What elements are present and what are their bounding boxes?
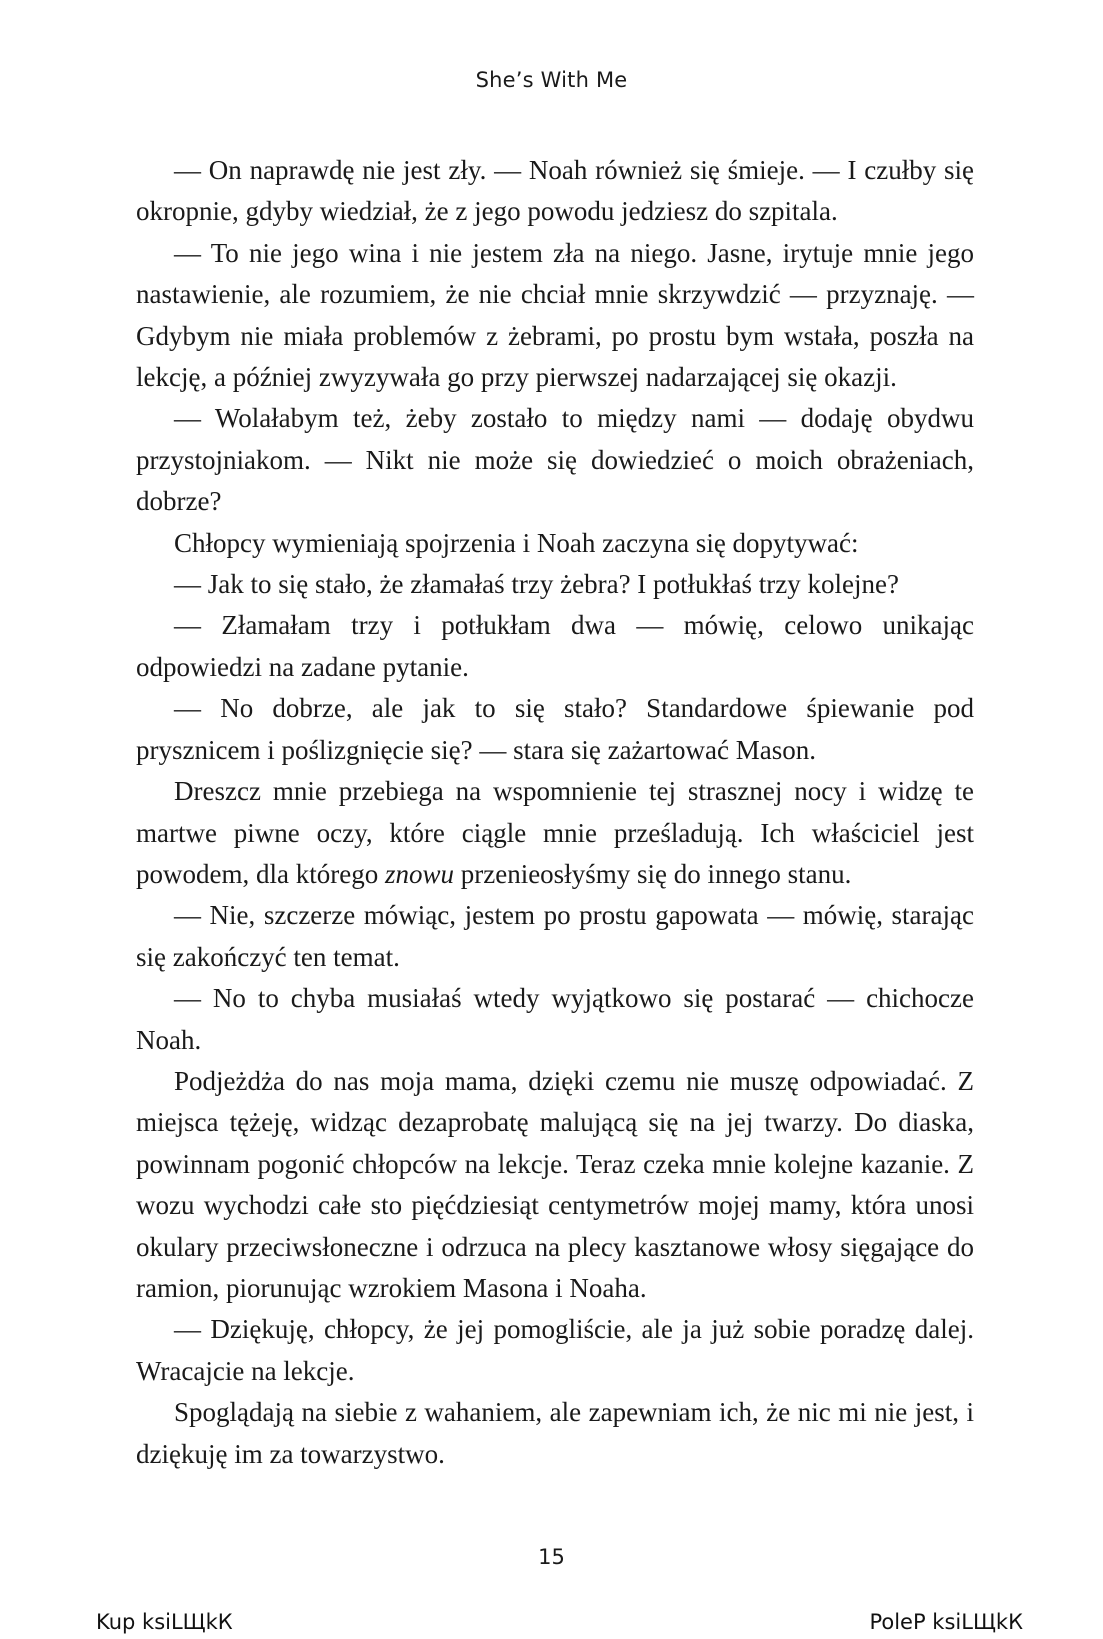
buy-book-link[interactable]: Kup ksiLЩkК (96, 1610, 233, 1634)
body-text (136, 150, 974, 1475)
paragraph: Podjeżdża do nas moja mama, dzięki czemu nie muszę odpowiadać. Z miejsca tężeję, widząc dezaprobatę malującą się na jej twarzy. Do diaska, powinnam pogonić chłopców na lekcje. Teraz czeka mnie kolejne kazanie. Z wozu wychodzi całe sto pięćdziesiąt centymetrów mojej mamy, która unosi okulary przeciwsłoneczne i odrzuca na plecy kasztanowe włosy sięgające do ramion, piorunując wzrokiem Masona i Noaha. (136, 1065, 974, 1303)
paragraph: — On naprawdę nie jest zły. — Noah również się śmieje. — I czułby się okropnie, gdyby wiedział, że z jego powodu jedziesz do szpitala. (136, 155, 974, 227)
paragraph: — Wolałabym też, żeby zostało to między nami — dodaję obydwu przystojniakom. — Nikt nie może się dowiedzieć o moich obrażeniach, dobrze? (136, 403, 974, 517)
paragraph: Chłopcy wymieniają spojrzenia i Noah zaczyna się dopytywać: (174, 527, 859, 558)
paragraph: — To nie jego wina i nie jestem zła na niego. Jasne, irytuje mnie jego nastawienie, ale rozumiem, że nie chciał mnie skrzywdzić — przyznaję. — Gdybym nie miała problemów z żebrami, po prostu bym wstała, poszła na lekcję, a później zwyzywała go przy pierwszej nadarzającej się okazji. (136, 237, 974, 393)
paragraph: — No to chyba musiałaś wtedy wyjątkowo się postarać — chichocze Noah. (136, 983, 974, 1055)
italic-word: znowu (384, 858, 454, 889)
recommend-book-link[interactable]: PoleР ksiLЩkК (869, 1610, 1023, 1634)
paragraph: — Nie, szczerze mówiąc, jestem po prostu gapowata — mówię, starając się zakończyć ten temat. (136, 900, 974, 972)
running-header: She’s With Me (475, 68, 628, 92)
paragraph: — Złamałam trzy i potłukłam dwa — mówię, celowo unikając odpowiedzi na zadane pytanie. (136, 610, 974, 682)
paragraph: — No dobrze, ale jak to się stało? Standardowe śpiewanie pod prysznicem i poślizgnięcie się? — stara się zażartować Mason. (136, 693, 974, 765)
paragraph-text: Dreszcz mnie przebiega na wspomnienie tej strasznej nocy i widzę te martwe piwne oczy, które ciągle mnie prześladują. Ich właściciel jest powodem, dla którego (136, 776, 974, 889)
paragraph (136, 771, 974, 895)
paragraph-text: przenieosłyśmy się do innego stanu. (453, 858, 852, 889)
page-number: 15 (538, 1545, 565, 1569)
paragraph: — Jak to się stało, że złamałaś trzy żebra? I potłukłaś trzy kolejne? (174, 569, 899, 600)
paragraph: — Dziękuję, chłopcy, że jej pomogliście, ale ja już sobie poradzę dalej. Wracajcie na lekcje. (136, 1314, 974, 1386)
paragraph: Spoglądają na siebie z wahaniem, ale zapewniam ich, że nic mi nie jest, i dziękuję im za towarzystwo. (136, 1397, 974, 1469)
